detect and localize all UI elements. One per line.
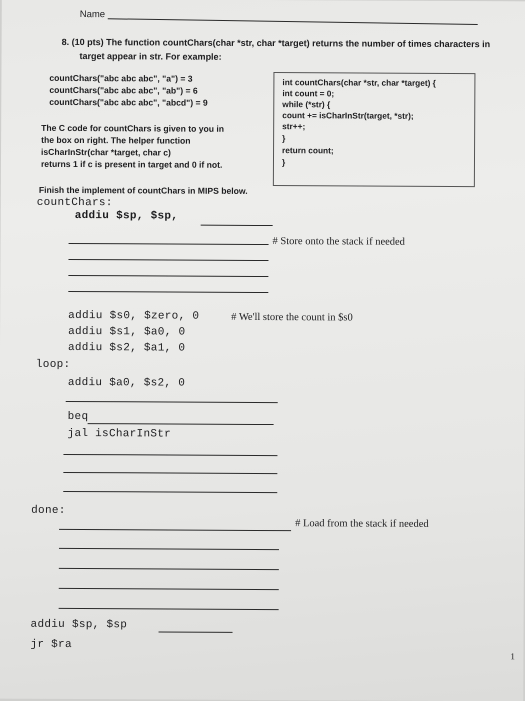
page-number: 1: [510, 651, 515, 662]
init-s0-comment: # We'll store the count in $s0: [231, 311, 353, 324]
instruction-text: Finish the implement of countChars in MIPS below.: [38, 184, 248, 196]
epilogue-instruction: addiu $sp, $sp: [30, 618, 128, 632]
prologue-instruction: addiu $sp, $sp,: [74, 210, 179, 223]
load-comment: # Load from the stack if needed: [295, 518, 429, 530]
example-3: countChars("abc abc abc", "abcd") = 9: [49, 96, 208, 108]
description-line-1: The C code for countChars is given to you in: [41, 122, 225, 134]
answer-line-5[interactable]: [66, 401, 278, 403]
beq-instruction: beq: [67, 410, 89, 424]
description-line-2: the box on right. The helper function: [41, 134, 191, 146]
code-line-4: count += isCharInStr(target, *str);: [282, 110, 414, 121]
jal-instruction: jal isCharInStr: [67, 427, 172, 441]
label-countchars: countChars:: [36, 196, 113, 210]
code-line-5: str++;: [282, 121, 306, 132]
problem-title-line1: 8. (10 pts) The function countChars(char *str, char *target) returns the number of times characters in: [61, 36, 491, 50]
code-line-3: while (*str) {: [282, 99, 331, 110]
init-s2: addiu $s2, $a1, 0: [67, 341, 186, 355]
code-line-2: int count = 0;: [282, 88, 335, 99]
code-line-7: return count;: [282, 145, 334, 156]
answer-line-4[interactable]: [68, 291, 268, 293]
return-instruction: jr $ra: [30, 638, 72, 652]
loop-move-a0: addiu $a0, $s2, 0: [67, 376, 186, 390]
answer-line-7[interactable]: [63, 472, 277, 474]
store-comment: # Store onto the stack if needed: [272, 236, 405, 248]
answer-line-12[interactable]: [59, 588, 279, 590]
answer-line-1[interactable]: [69, 243, 269, 245]
example-2: countChars("abc abc abc", "ab") = 6: [49, 84, 198, 96]
answer-line-11[interactable]: [59, 568, 279, 570]
c-code-box: [273, 72, 476, 187]
answer-line-3[interactable]: [68, 275, 268, 277]
description-line-4: returns 1 if c is present in target and 0 if not.: [40, 158, 223, 170]
answer-line-2[interactable]: [68, 259, 268, 261]
answer-line-9[interactable]: [59, 529, 291, 531]
prologue-blank[interactable]: [201, 225, 273, 226]
code-line-6: }: [282, 133, 286, 144]
code-line-1: int countChars(char *str, char *target) {: [282, 77, 436, 88]
example-1: countChars("abc abc abc", "a") = 3: [49, 72, 193, 84]
label-loop: loop:: [35, 358, 71, 371]
code-line-8: }: [281, 157, 286, 168]
answer-line-6[interactable]: [63, 454, 277, 456]
answer-line-13[interactable]: [59, 608, 279, 610]
name-blank: [108, 18, 478, 25]
answer-line-10[interactable]: [59, 548, 279, 550]
init-s0: addiu $s0, $zero, 0: [68, 309, 200, 323]
answer-line-8[interactable]: [63, 491, 277, 493]
label-done: done:: [31, 504, 66, 517]
epilogue-blank[interactable]: [159, 631, 233, 632]
beq-blank[interactable]: [88, 423, 274, 425]
name-label: Name: [79, 9, 106, 21]
description-line-3: isCharInStr(char *target, char c): [41, 146, 171, 158]
init-s1: addiu $s1, $a0, 0: [68, 325, 186, 339]
problem-title-line2: target appear in str. For example:: [79, 51, 222, 62]
